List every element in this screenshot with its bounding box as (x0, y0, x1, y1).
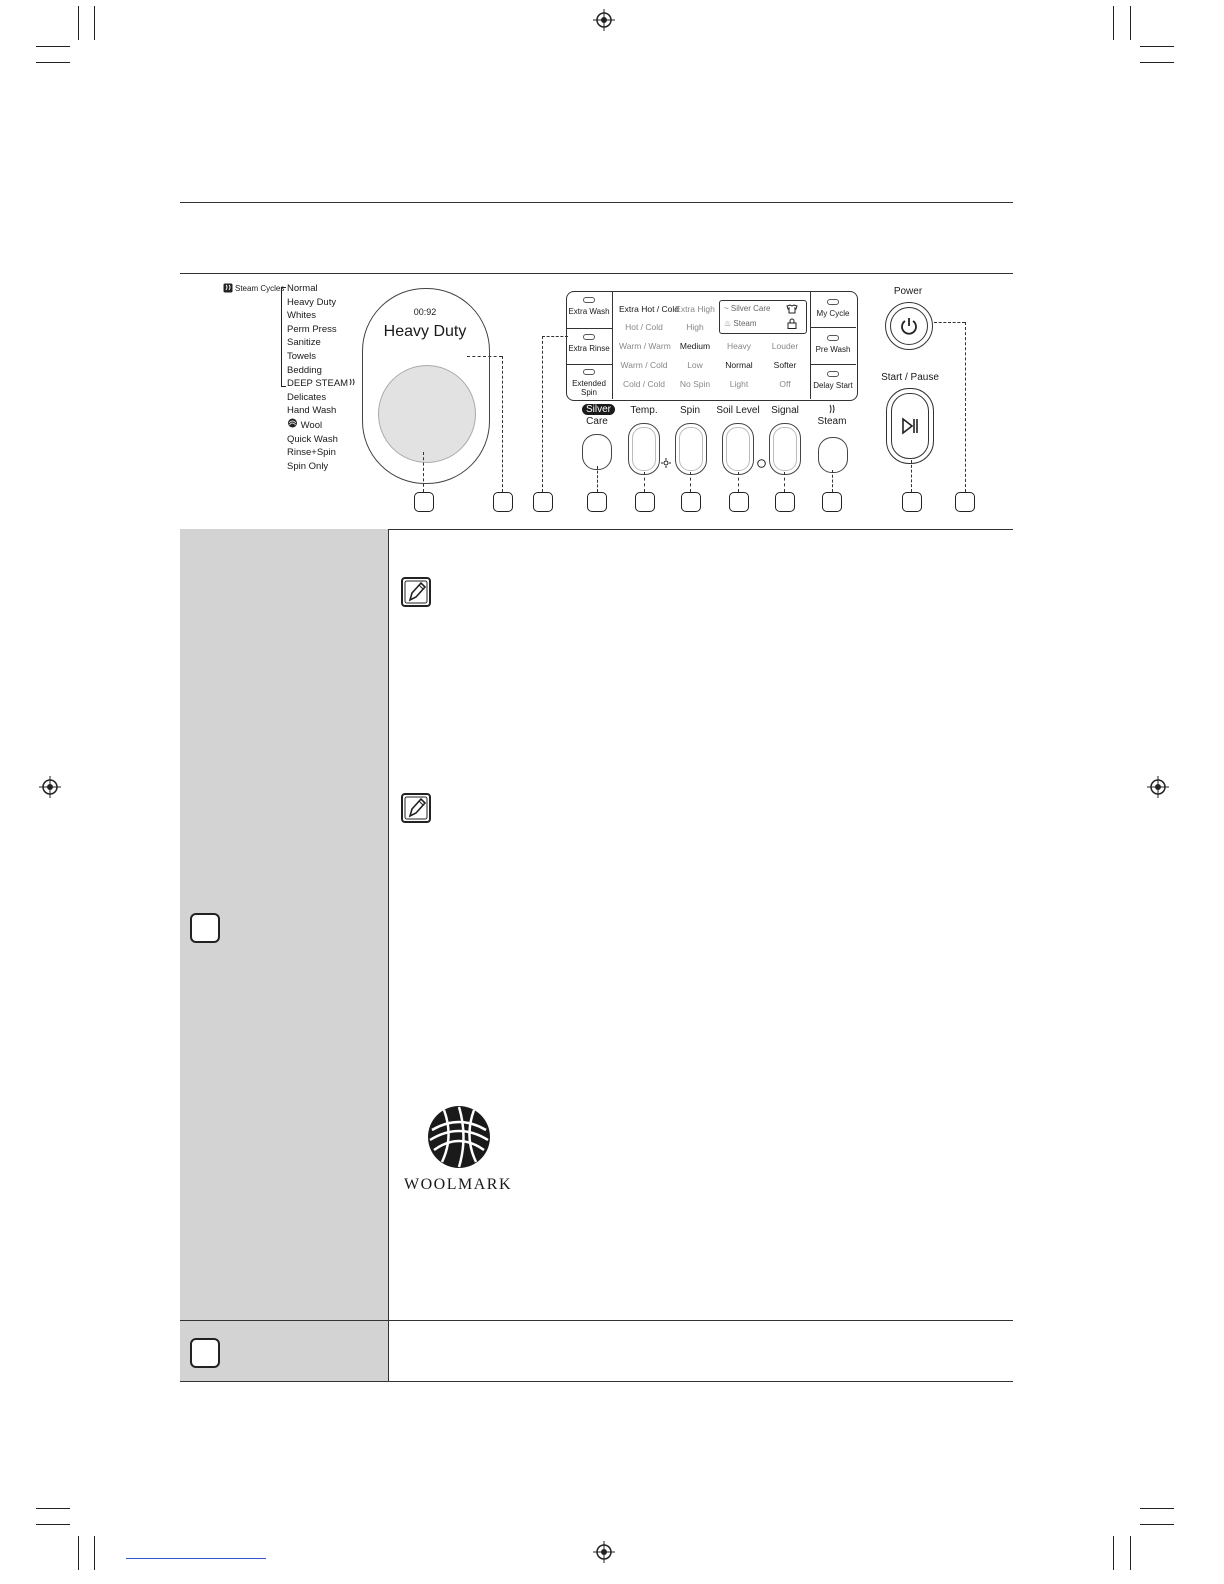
callout-box (414, 492, 434, 512)
crop-mark (94, 1536, 95, 1570)
extended-spin-option[interactable]: Extended Spin (566, 369, 612, 397)
steam-cycles-label: Steam Cycles (223, 283, 284, 293)
cycle-item: Hand Wash (287, 405, 337, 417)
panel-top-rule (180, 273, 1013, 274)
registration-mark-icon (593, 1541, 615, 1563)
note-pencil-icon (401, 793, 431, 823)
callout-line (467, 356, 502, 357)
soil-level-button[interactable] (722, 423, 754, 475)
power-button[interactable] (885, 302, 933, 350)
divider (566, 328, 612, 329)
option-led (827, 335, 839, 341)
callout-line (965, 322, 966, 492)
table-row-divider (180, 1320, 388, 1321)
crop-mark (36, 1508, 70, 1509)
crop-mark (36, 62, 70, 63)
callout-line (542, 336, 543, 492)
temp-value: Extra Hot / Cold (619, 304, 679, 314)
steam-button[interactable] (818, 437, 848, 473)
pre-wash-option[interactable]: Pre Wash (810, 335, 856, 354)
cycle-item: Bedding (287, 364, 322, 376)
sun-icon (661, 458, 671, 468)
callout-line (644, 472, 645, 492)
divider (810, 364, 856, 365)
option-led (827, 299, 839, 305)
row-number-box (190, 913, 220, 943)
smile-icon (757, 459, 766, 468)
temp-value: Warm / Cold (620, 360, 668, 370)
steam-cycles-bracket (281, 287, 286, 387)
registration-mark-icon (39, 776, 61, 798)
crop-mark (1140, 62, 1174, 63)
divider (566, 364, 612, 365)
header-rule (180, 202, 1013, 203)
temp-value: Warm / Warm (619, 341, 671, 351)
callout-line (911, 460, 912, 492)
option-led (583, 297, 595, 303)
woolmark-text: WOOLMARK (404, 1176, 512, 1193)
extra-rinse-option[interactable]: Extra Rinse (566, 334, 612, 353)
callout-line (934, 322, 965, 323)
play-pause-icon (900, 416, 920, 436)
soil-value: Normal (725, 360, 753, 370)
silver-care-label-bottom: Care (586, 416, 608, 427)
callout-box (822, 492, 842, 512)
signal-value: Off (779, 379, 791, 389)
spin-label: Spin (679, 405, 700, 416)
power-icon (899, 316, 919, 336)
cycle-item: Whites (287, 310, 317, 322)
crop-mark (1130, 6, 1131, 40)
spin-value: Low (687, 360, 703, 370)
callout-box (635, 492, 655, 512)
cycle-item: Normal (287, 283, 318, 294)
cycle-selector-dial[interactable] (378, 365, 476, 463)
divider (810, 327, 856, 328)
cycle-item: Sanitize (287, 337, 321, 349)
soil-level-label: Soil Level (716, 405, 760, 416)
temp-label: Temp. (630, 405, 658, 416)
steam-icon (348, 378, 356, 386)
row-number-box (190, 1338, 220, 1368)
temp-value: Hot / Cold (625, 322, 663, 332)
crop-mark (94, 6, 95, 40)
steam-icon (827, 404, 837, 414)
crop-mark (1113, 6, 1114, 40)
table-column-divider (388, 529, 389, 1381)
table-label-column (180, 529, 388, 1381)
crop-mark (36, 46, 70, 47)
signal-button[interactable] (769, 423, 801, 475)
callout-line (690, 472, 691, 492)
cycle-item: Spin Only (287, 460, 329, 472)
silver-care-indicator: ~ Silver Care (724, 304, 771, 313)
callout-line (597, 466, 598, 492)
callout-box (775, 492, 795, 512)
callout-box (587, 492, 607, 512)
display-time: 00:92 (413, 307, 437, 317)
start-pause-label: Start / Pause (881, 372, 939, 383)
signal-value: Softer (773, 360, 797, 370)
cycle-item: Delicates (287, 391, 327, 403)
cycle-item: Rinse+Spin (287, 447, 336, 459)
option-led (827, 371, 839, 377)
option-led (583, 334, 595, 340)
cycle-item: Wool (287, 418, 356, 433)
note-pencil-icon (401, 577, 431, 607)
temp-button[interactable] (628, 423, 660, 475)
callout-line (502, 356, 503, 492)
steam-indicator: ♨ Steam (724, 319, 757, 328)
crop-mark (78, 6, 79, 40)
spin-value: Medium (679, 341, 711, 351)
callout-box (955, 492, 975, 512)
callout-box (493, 492, 513, 512)
cycle-item: DEEP STEAM (287, 377, 356, 391)
cycle-item: Perm Press (287, 323, 337, 335)
spin-value: High (686, 322, 704, 332)
callout-line (832, 470, 833, 492)
registration-mark-icon (593, 9, 615, 31)
spin-value: Extra High (675, 304, 715, 314)
display-cycle-name: Heavy Duty (383, 323, 467, 340)
crop-mark (1140, 1508, 1174, 1509)
callout-box (681, 492, 701, 512)
callout-box (729, 492, 749, 512)
signal-value: Louder (771, 341, 799, 351)
my-cycle-option[interactable]: My Cycle (810, 299, 856, 318)
temp-value: Cold / Cold (622, 379, 666, 389)
callout-line (738, 472, 739, 492)
silver-care-button[interactable] (582, 434, 612, 470)
soil-value: Light (729, 379, 749, 389)
soil-value: Heavy (726, 341, 752, 351)
crop-mark (36, 1524, 70, 1525)
callout-line (542, 336, 568, 337)
shirt-icon (786, 304, 798, 314)
start-pause-button[interactable] (886, 388, 934, 464)
woolmark-logo (424, 1104, 494, 1170)
crop-mark (1130, 1536, 1131, 1570)
cycle-item: Heavy Duty (287, 296, 337, 308)
cycle-item: Quick Wash (287, 433, 338, 445)
cycle-list (287, 282, 356, 473)
lock-icon (787, 318, 797, 329)
callout-box (533, 492, 553, 512)
spin-button[interactable] (675, 423, 707, 475)
extra-wash-option[interactable]: Extra Wash (566, 297, 612, 316)
power-label: Power (893, 286, 923, 297)
registration-mark-icon (1147, 776, 1169, 798)
silver-care-label-top: Silver (582, 404, 615, 415)
spin-value: No Spin (679, 379, 711, 389)
steam-cycle-icon (223, 283, 233, 293)
steam-label: Steam (817, 416, 847, 427)
cycle-item: Towels (287, 350, 317, 362)
callout-line (784, 472, 785, 492)
crop-mark (78, 1536, 79, 1570)
option-led (583, 369, 595, 375)
status-indicator-box (719, 300, 807, 334)
crop-mark (1140, 1524, 1174, 1525)
delay-start-option[interactable]: Delay Start (810, 371, 856, 390)
footer-blue-line (126, 1558, 266, 1559)
wool-icon (287, 418, 298, 428)
crop-mark (1113, 1536, 1114, 1570)
crop-mark (1140, 46, 1174, 47)
signal-label: Signal (771, 405, 799, 416)
callout-box (902, 492, 922, 512)
table-bottom-rule (180, 1381, 1013, 1382)
callout-line (423, 452, 424, 492)
